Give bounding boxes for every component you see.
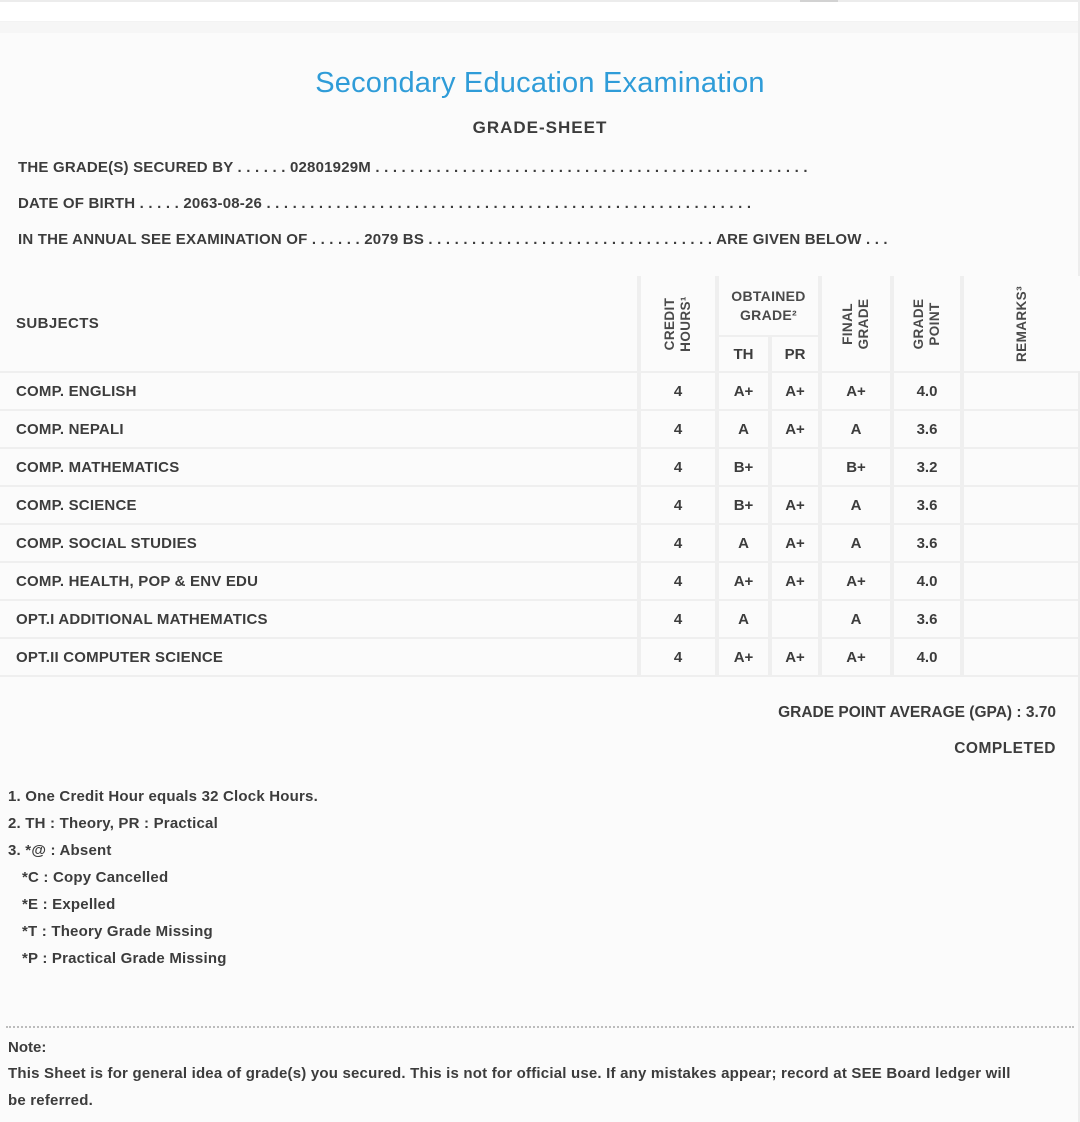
grades-secured-by-line: THE GRADE(S) SECURED BY . . . . . . 02801929M . . . . . . . . . . . . . . . . . . . . . . . . . . . . . . . . . . . . . . . . . . . . . . . . . . <box>18 159 808 176</box>
final-grade-cell: B+ <box>822 449 890 485</box>
final-line2: GRADE <box>856 298 871 349</box>
credit-hours-cell: 4 <box>641 373 715 409</box>
footnote-expelled: *E : Expelled <box>22 896 116 913</box>
credit-hours-cell: 4 <box>641 411 715 447</box>
pr-grade-cell <box>772 449 818 485</box>
th-grade-cell: A <box>719 525 768 561</box>
footnote-credit-hour: 1. One Credit Hour equals 32 Clock Hours. <box>8 788 318 805</box>
footnotes <box>0 783 1080 972</box>
pr-grade-cell: A+ <box>772 487 818 523</box>
th-pr-subheader <box>719 337 818 371</box>
remarks-cell <box>964 487 1080 523</box>
top-white-strip <box>0 2 1080 22</box>
credit-hours-cell: 4 <box>641 487 715 523</box>
final-line1: FINAL <box>839 302 855 345</box>
result-summary <box>0 703 1080 759</box>
final-grade-cell: A <box>822 411 890 447</box>
header-th: TH <box>719 337 768 371</box>
note-label: Note: <box>8 1039 47 1056</box>
top-divider <box>0 0 1080 2</box>
remarks-cell <box>964 449 1080 485</box>
pr-grade-cell: A+ <box>772 411 818 447</box>
header-final-grade <box>822 276 890 371</box>
remarks-cell <box>964 601 1080 637</box>
header-remarks-label: REMARKS³ <box>1013 285 1029 362</box>
examination-year-line: IN THE ANNUAL SEE EXAMINATION OF . . . . . . 2079 BS . . . . . . . . . . . . . . . . . . . . . . . . . . . . . . . . . ARE GIVEN BELOW . . . <box>18 231 888 248</box>
credit-hours-cell: 4 <box>641 563 715 599</box>
subject-cell: COMP. ENGLISH <box>0 373 637 409</box>
remarks-cell <box>964 373 1080 409</box>
subject-cell: COMP. MATHEMATICS <box>0 449 637 485</box>
header-remarks <box>964 276 1080 371</box>
obtained-line1: OBTAINED <box>731 287 806 304</box>
header-final-grade-label <box>840 298 872 349</box>
date-of-birth-line: DATE OF BIRTH . . . . . 2063-08-26 . . . . . . . . . . . . . . . . . . . . . . . . . . . . . . . . . . . . . . . . . . . . . . . . . . . . . . . . <box>18 195 752 212</box>
th-grade-cell: A+ <box>719 639 768 675</box>
subject-cell: OPT.I ADDITIONAL MATHEMATICS <box>0 601 637 637</box>
pr-grade-cell: A+ <box>772 639 818 675</box>
header-obtained-grade <box>719 276 818 371</box>
grade-point-cell: 3.6 <box>894 525 960 561</box>
final-grade-cell: A <box>822 487 890 523</box>
header-credit-hours-label <box>662 296 694 352</box>
grade-point-cell: 4.0 <box>894 373 960 409</box>
subject-cell: COMP. SCIENCE <box>0 487 637 523</box>
page-subtitle: GRADE-SHEET <box>472 118 608 137</box>
credit-hours-cell: 4 <box>641 449 715 485</box>
final-grade-cell: A+ <box>822 373 890 409</box>
page-title: Secondary Education Examination <box>315 67 765 99</box>
subject-cell: COMP. HEALTH, POP & ENV EDU <box>0 563 637 599</box>
grade-point-cell: 3.6 <box>894 411 960 447</box>
footnote-absent: 3. *@ : Absent <box>8 842 112 859</box>
note-section <box>6 1026 1074 1114</box>
final-grade-cell: A <box>822 601 890 637</box>
footnote-theory-missing: *T : Theory Grade Missing <box>22 923 213 940</box>
final-grade-cell: A+ <box>822 639 890 675</box>
note-text: This Sheet is for general idea of grade(s) you secured. This is not for official use. If any mistakes appear; record at SEE Board ledger will be referred. <box>8 1065 1011 1109</box>
obtained-line2: GRADE² <box>739 306 798 323</box>
grade-point-cell: 4.0 <box>894 639 960 675</box>
final-grade-cell: A <box>822 525 890 561</box>
th-grade-cell: B+ <box>719 449 768 485</box>
status-completed: COMPLETED <box>954 740 1056 757</box>
grade-table <box>0 276 1080 677</box>
credit-line1: CREDIT <box>661 297 677 350</box>
remarks-cell <box>964 639 1080 675</box>
grade-point-cell: 3.6 <box>894 487 960 523</box>
footnote-copy-cancelled: *C : Copy Cancelled <box>22 869 169 886</box>
subject-cell: OPT.II COMPUTER SCIENCE <box>0 639 637 675</box>
subject-cell: COMP. SOCIAL STUDIES <box>0 525 637 561</box>
credit-line2: HOURS¹ <box>678 295 693 352</box>
subject-cell: COMP. NEPALI <box>0 411 637 447</box>
obtained-grade-label <box>719 276 818 335</box>
th-grade-cell: A <box>719 411 768 447</box>
candidate-info <box>0 158 1080 250</box>
pr-grade-cell: A+ <box>772 373 818 409</box>
header-credit-hours <box>641 276 715 371</box>
pr-grade-cell <box>772 601 818 637</box>
remarks-cell <box>964 411 1080 447</box>
gp-line1: GRADE <box>910 298 926 349</box>
credit-hours-cell: 4 <box>641 601 715 637</box>
th-grade-cell: B+ <box>719 487 768 523</box>
th-grade-cell: A+ <box>719 563 768 599</box>
grade-point-cell: 3.6 <box>894 601 960 637</box>
footnote-practical-missing: *P : Practical Grade Missing <box>22 950 227 967</box>
credit-hours-cell: 4 <box>641 525 715 561</box>
pr-grade-cell: A+ <box>772 563 818 599</box>
grade-point-cell: 4.0 <box>894 563 960 599</box>
credit-hours-cell: 4 <box>641 639 715 675</box>
header-subjects: SUBJECTS <box>0 276 637 371</box>
remarks-cell <box>964 525 1080 561</box>
header-grade-point <box>894 276 960 371</box>
remarks-cell <box>964 563 1080 599</box>
th-grade-cell: A+ <box>719 373 768 409</box>
th-grade-cell: A <box>719 601 768 637</box>
pr-grade-cell: A+ <box>772 525 818 561</box>
top-gray-band <box>0 22 1080 33</box>
gp-line2: POINT <box>927 301 942 346</box>
grade-point-cell: 3.2 <box>894 449 960 485</box>
header-grade-point-label <box>911 298 943 349</box>
header-pr: PR <box>772 337 818 371</box>
gpa-value-line: GRADE POINT AVERAGE (GPA) : 3.70 <box>778 704 1056 721</box>
footnote-th-pr: 2. TH : Theory, PR : Practical <box>8 815 218 832</box>
final-grade-cell: A+ <box>822 563 890 599</box>
top-divider-segment <box>800 0 838 2</box>
